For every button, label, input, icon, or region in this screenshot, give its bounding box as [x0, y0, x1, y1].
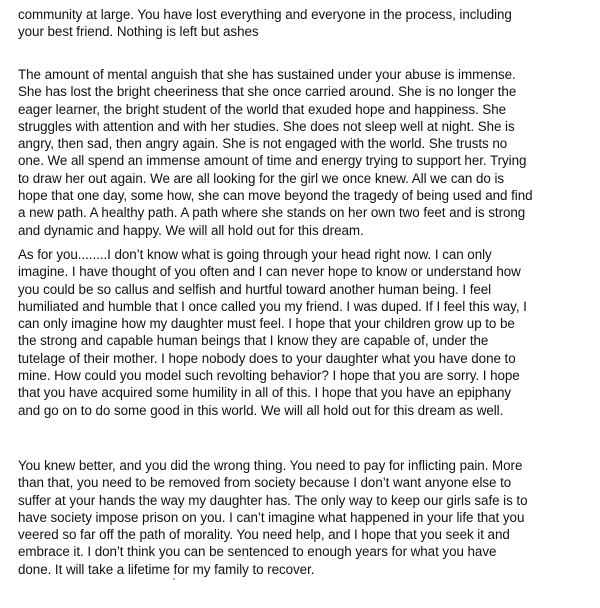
scan-speck [173, 578, 175, 580]
text-line: tutelage of their mother. I hope nobody does to your daughter what you have done to [18, 350, 516, 366]
text-line: You knew better, and you did the wrong thing. You need to pay for inflicting pain. More [18, 458, 523, 473]
text-line: hope that one day, some how, she can move beyond the tragedy of being used and find [18, 188, 533, 204]
paragraph-you-knew-better [18, 457, 527, 578]
text-line: a new path. A healthy path. A path where she stands on her own two feet and is strong [18, 205, 526, 221]
text-line: that you have acquired some humility in all of this. I hope that you have an epiphany [18, 385, 512, 401]
text-line: you could be so callus and selfish and hurtful toward another human being. I feel [18, 281, 492, 297]
text-line: to draw her out again. We are all looking for the girl we once knew. All we can do is [18, 170, 505, 186]
text-line: The amount of mental anguish that she has sustained under your abuse is immense. [18, 67, 516, 82]
text-line: embrace it. I don’t think you can be sentenced to enough years for what you have [18, 544, 497, 560]
text-line: one. We all spend an immense amount of time and energy trying to support her. Trying [18, 153, 527, 169]
paragraph-community [18, 6, 512, 41]
text-line: suffer at your hands the way my daughter has. The only way to keep our girls safe is to [18, 492, 528, 508]
text-line: and dynamic and happy. We will all hold out for this dream. [18, 222, 364, 238]
text-line: community at large. You have lost everything and everyone in the process, including [18, 7, 512, 22]
text-line: humiliated and humble that I once called you my friend. I was duped. If I feel this way, I [18, 298, 527, 314]
text-line: veered so far off the path of morality. You need help, and I hope that you seek it and [18, 527, 510, 543]
text-line: angry, then sad, then angry again. She is not engaged with the world. She trusts no [18, 136, 508, 152]
text-line: your best friend. Nothing is left but ashes [18, 24, 259, 40]
text-line: done. It will take a lifetime for my family to recover. [18, 561, 315, 577]
text-line: eager learner, the bright student of the world that exuded hope and happiness. She [18, 101, 506, 117]
text-line: struggles with attention and with her studies. She does not sleep well at night. She is [18, 118, 515, 134]
text-line: the strong and capable human beings that I know they are capable of, under the [18, 333, 489, 349]
paragraph-mental-anguish [18, 66, 532, 239]
text-line: and go on to do some good in this world. We will all hold out for this dream as well. [18, 402, 504, 418]
text-line: mine. How could you model such revolting behavior? I hope that you are sorry. I hope [18, 368, 520, 384]
paragraph-as-for-you [18, 246, 527, 419]
text-line: can only imagine how my daughter must feel. I hope that your children grow up to be [18, 316, 515, 332]
text-line: imagine. I have thought of you often and I can never hope to know or understand how [18, 264, 521, 280]
text-line: She has lost the bright cheeriness that she once carried around. She is no longer the [18, 84, 517, 100]
text-line: As for you........I don’t know what is going through your head right now. I can only [18, 247, 492, 262]
text-line: have society impose prison on you. I can’t imagine what happened in your life that you [18, 509, 525, 525]
text-line: than that, you need to be removed from society because I don’t want anyone else to [18, 475, 512, 491]
